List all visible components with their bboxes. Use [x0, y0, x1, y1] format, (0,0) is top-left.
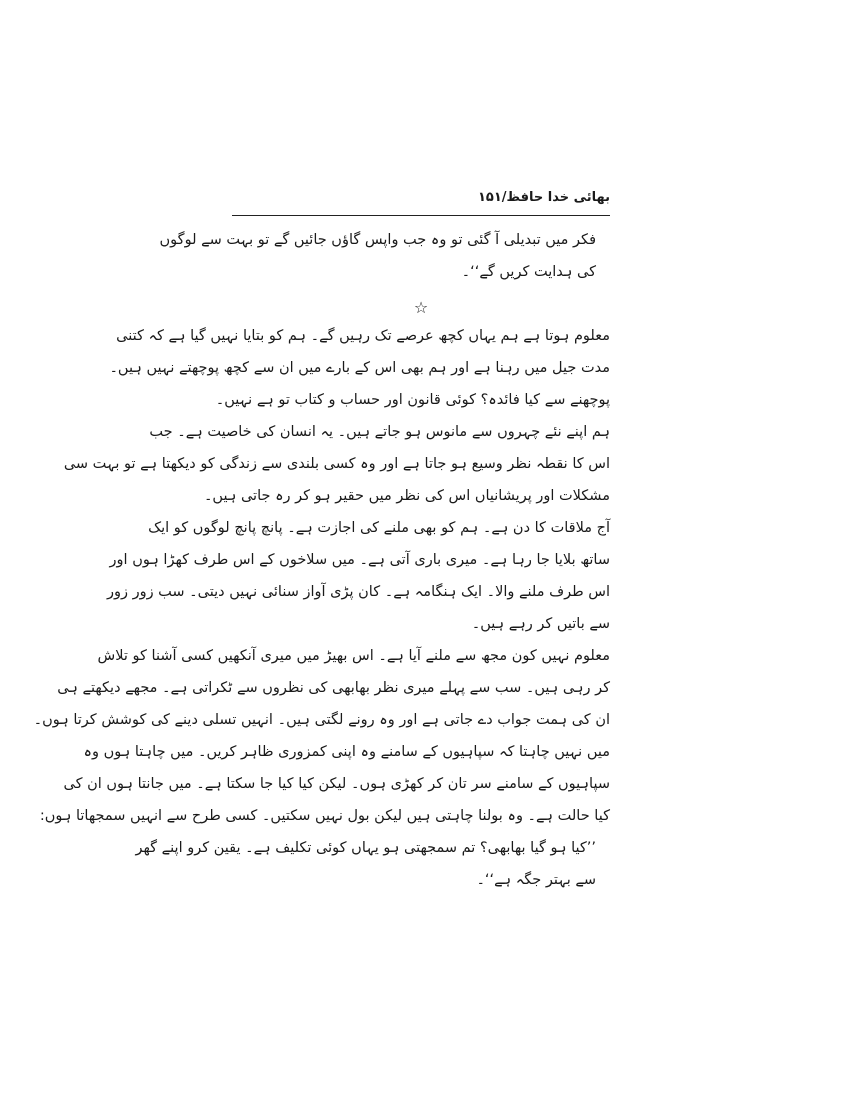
paragraph-line: معلوم نہیں کون مجھ سے ملنے آیا ہے۔ اس بھیڑ میں میری آنکھیں کسی آشنا کو تلاش — [97, 648, 610, 664]
paragraph-line: مدت جیل میں رہنا ہے اور ہم بھی اس کے بارے میں ان سے کچھ پوچھتے نہیں ہیں۔ — [109, 360, 610, 376]
paragraph-line: سے باتیں کر رہے ہیں۔ — [471, 616, 610, 632]
paragraph-line: اس طرف ملنے والا۔ ایک ہنگامہ ہے۔ کان پڑی آواز سنائی نہیں دیتی۔ سب زور زور — [106, 584, 610, 600]
body-text — [33, 224, 610, 896]
paragraph-line: ان کی ہمت جواب دے جاتی ہے اور وہ رونے لگتی ہیں۔ انہیں تسلی دینے کی کوشش کرتا ہوں۔ — [33, 712, 610, 728]
star-outline-icon: ☆ — [413, 298, 429, 317]
paragraph-line: سپاہیوں کے سامنے سر تان کر کھڑی ہوں۔ لیکن کیا کیا جا سکتا ہے۔ میں جانتا ہوں ان کی — [63, 776, 610, 792]
running-title: بھائی خدا حافظ/۱۵۱ — [477, 190, 610, 205]
closing-quote-line: سے بہتر جگہ ہے‘‘۔ — [476, 872, 596, 888]
paragraph-line: آج ملاقات کا دن ہے۔ ہم کو بھی ملنے کی اجازت ہے۔ پانچ پانچ لوگوں کو ایک — [148, 520, 610, 536]
paragraph-line: میں نہیں چاہتا کہ سپاہیوں کے سامنے وہ اپنی کمزوری ظاہر کریں۔ میں چاہتا ہوں وہ — [83, 744, 610, 760]
paragraph-line: کیا حالت ہے۔ وہ بولنا چاہتی ہیں لیکن بول نہیں سکتیں۔ کسی طرح سے انہیں سمجھاتا ہوں: — [39, 808, 610, 824]
paragraph-line: اس کا نقطہ نظر وسیع ہو جاتا ہے اور وہ کسی بلندی سے زندگی کو دیکھتا ہے تو بہت سی — [63, 456, 610, 472]
opening-quote-line: فکر میں تبدیلی آ گئی تو وہ جب واپس گاؤں جائیں گے تو بہت سے لوگوں — [159, 232, 596, 248]
closing-quote-line: ’’کیا ہو گیا بھابھی؟ تم سمجھتی ہو یہاں کوئی تکلیف ہے۔ یقین کرو اپنے گھر — [135, 840, 596, 856]
opening-quote-line: کی ہدایت کریں گے‘‘۔ — [461, 264, 596, 280]
paragraph-line: مشکلات اور پریشانیاں اس کی نظر میں حقیر ہو کر رہ جاتی ہیں۔ — [203, 488, 610, 504]
paragraph-line: ہم اپنے نئے چہروں سے مانوس ہو جاتے ہیں۔ یہ انسان کی خاصیت ہے۔ جب — [149, 424, 610, 440]
paragraph-line: معلوم ہوتا ہے ہم یہاں کچھ عرصے تک رہیں گے۔ ہم کو بتایا نہیں گیا ہے کہ کتنی — [116, 328, 610, 344]
paragraph-line: ساتھ بلایا جا رہا ہے۔ میری باری آتی ہے۔ میں سلاخوں کے اس طرف کھڑا ہوں اور — [109, 552, 610, 568]
paragraph-line: پوچھنے سے کیا فائدہ؟ کوئی قانون اور حساب و کتاب تو ہے نہیں۔ — [215, 392, 610, 408]
paragraph-line: کر رہی ہیں۔ سب سے پہلے میری نظر بھابھی کی نظروں سے ٹکراتی ہے۔ مجھے دیکھتے ہی — [57, 680, 610, 696]
header-rule — [232, 215, 610, 216]
running-header — [232, 188, 610, 210]
